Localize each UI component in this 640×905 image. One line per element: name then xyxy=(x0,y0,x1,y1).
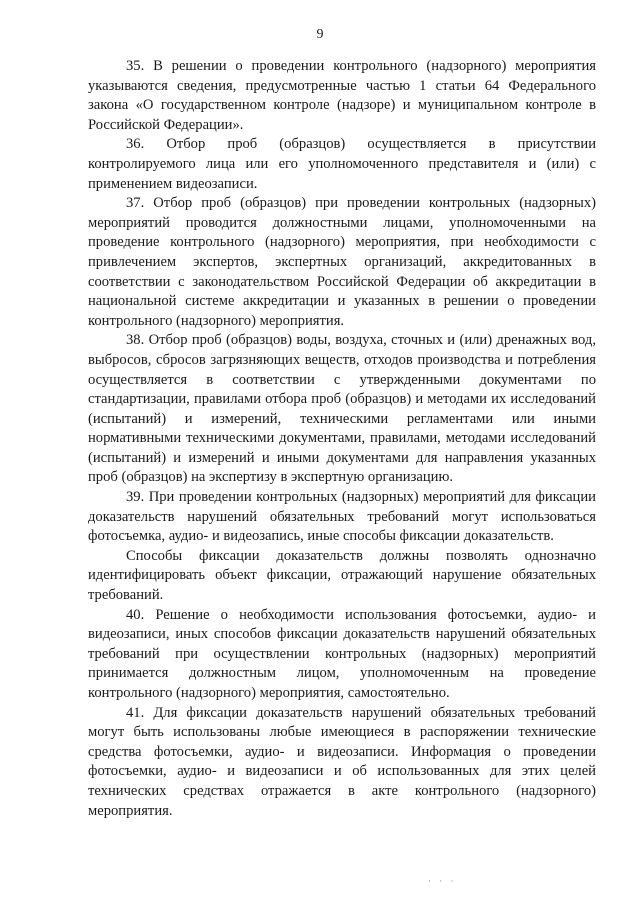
document-body xyxy=(88,57,596,821)
paragraph-40: 40. Решение о необходимости использования фотосъемки, аудио- и видеозаписи, иных способов фиксации доказательств нарушений обязательных требований при осуществлении контрольных (надзорных) мероприятий принимается должностным лицом, уполномоченным на проведение контрольного (надзорного) мероприятия, самостоятельно. xyxy=(88,606,596,701)
scan-speck-marks: · · · xyxy=(428,876,457,886)
page-number: 9 xyxy=(316,27,324,42)
paragraph-36: 36. Отбор проб (образцов) осуществляется в присутствии контролируемого лица или его уполномоченного представителя и (или) с применением видеозаписи. xyxy=(88,136,596,192)
paragraph-38: 38. Отбор проб (образцов) воды, воздуха, сточных и (или) дренажных вод, выбросов, сбросов загрязняющих веществ, отходов производства и потребления осуществляется в соответствии с утвержденными документами по стандартизации, правилами отбора проб (образцов) и методами их исследований (испытаний) и измерений, техническими регламентами или иными нормативными техническими документами, правилами, методами исследований (испытаний) и измерений и иными документами для направления указанных проб (образцов) на экспертизу в экспертную организацию. xyxy=(88,332,596,486)
paragraph-39-continued: Способы фиксации доказательств должны позволять однозначно идентифицировать объект фиксации, отражающий нарушение обязательных требований. xyxy=(88,547,596,604)
paragraph-37: 37. Отбор проб (образцов) при проведении контрольных (надзорных) мероприятий проводится должностными лицами, уполномоченными на проведение контрольного (надзорного) мероприятия, при необходимости с привлечением экспертов, экспертных организаций, аккредитованных в соответствии с законодательством Российской Федерации об аккредитации в национальной системе аккредитации и указанных в решении о проведении контрольного (надзорного) мероприятия. xyxy=(88,195,596,329)
paragraph-35: 35. В решении о проведении контрольного (надзорного) мероприятия указываются сведения, предусмотренные частью 1 статьи 64 Федерального закона «О государственном контроле (надзоре) и муниципальном контроле в Российской Федерации». xyxy=(88,58,596,133)
paragraph-41: 41. Для фиксации доказательств нарушений обязательных требований могут быть использованы любые имеющиеся в распоряжении технические средства фотосъемки, аудио- и видеозаписи. Информация о проведении фотосъемки, аудио- и видеозаписи и об использованных для этих целей технических средствах отражается в акте контрольного (надзорного) мероприятия. xyxy=(88,704,596,819)
paragraph-39: 39. При проведении контрольных (надзорных) мероприятий для фиксации доказательств нарушений обязательных требований могут использоваться фотосъемка, аудио- и видеозапись, иные способы фиксации доказательств. xyxy=(88,489,596,545)
